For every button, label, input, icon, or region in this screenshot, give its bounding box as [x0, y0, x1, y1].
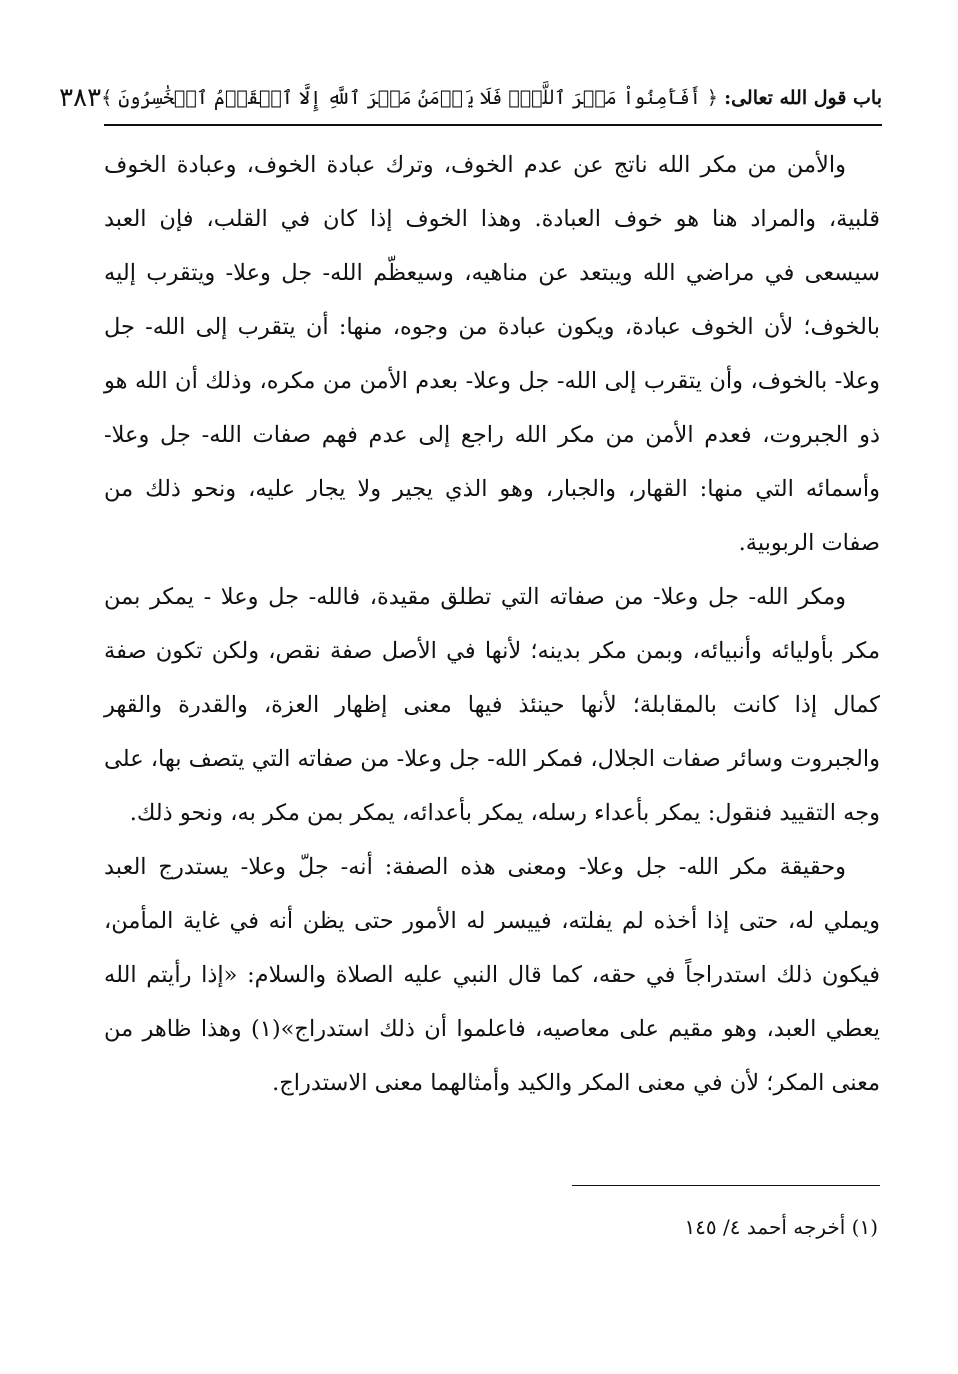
- quran-verse: ﴿ أَفَأَمِنُواْ مَكۡرَ ٱللَّهِۚ فَلَا يَأۡمَنُ مَكۡرَ ٱللَّهِ إِلَّا ٱلۡقَوۡمُ ٱلۡخَٰسِرُونَ ﴾: [101, 87, 719, 109]
- paragraph-1: والأمن من مكر الله ناتج عن عدم الخوف، وترك عبادة الخوف، وعبادة الخوف قلبية، والمراد هنا هو خوف العبادة. وهذا الخوف إذا كان في القلب، فإن العبد سيسعى في مراضي الله ويبتعد عن مناهيه، وسيعظّم الله- جل وعلا- ويتقرب إليه بالخوف؛ لأن الخوف عبادة، ويكون عبادة من وجوه، منها: أن يتقرب إلى الله- جل وعلا- بالخوف، وأن يتقرب إلى الله- جل وعلا- بعدم الأمن من مكره، وذلك أن الله هو ذو الجبروت، فعدم الأمن من مكر الله راجع إلى عدم فهم صفات الله- جل وعلا- وأسمائه التي منها: القهار، والجبار، وهو الذي يجير ولا يجار عليه، ونحو ذلك من صفات الربوبية.: [104, 152, 880, 556]
- header-title-group: [101, 87, 882, 109]
- running-header: [59, 78, 882, 118]
- paragraph-2: ومكر الله- جل وعلا- من صفاته التي تطلق مقيدة، فالله- جل وعلا - يمكر بمن مكر بأوليائه وأنبيائه، وبمن مكر بدينه؛ لأنها في الأصل صفة نقص، ولكن تكون صفة كمال إذا كانت بالمقابلة؛ لأنها حينئذ فيها معنى إظهار العزة، والقدرة والقهر والجبروت وسائر صفات الجلال، فمكر الله- جل وعلا- من صفاته التي يتصف بها، على وجه التقييد فنقول: يمكر بأعداء رسله، يمكر بأعدائه، يمكر بمن مكر به، ونحو ذلك.: [104, 584, 880, 826]
- main-text: [104, 138, 880, 1110]
- header-divider: [104, 124, 882, 126]
- footnote-divider: [572, 1185, 880, 1186]
- footnote-1: (١) أخرجه أحمد ٤/ ١٤٥: [684, 1215, 878, 1239]
- chapter-title: باب قول الله تعالى:: [724, 87, 882, 109]
- paragraph-3: وحقيقة مكر الله- جل وعلا- ومعنى هذه الصفة: أنه- جلّ وعلا- يستدرج العبد ويملي له، حتى إذا أخذه لم يفلته، فييسر له الأمور حتى يظن أنه في غاية المأمن، فيكون ذلك استدراجاً في حقه، كما قال النبي عليه الصلاة والسلام: «إذا رأيتم الله يعطي العبد، وهو مقيم على معاصيه، فاعلموا أن ذلك استدراج»(١) وهذا ظاهر من معنى المكر؛ لأن في معنى المكر والكيد وأمثالهما معنى الاستدراج.: [104, 854, 880, 1096]
- page-number: ٣٨٣: [59, 83, 102, 113]
